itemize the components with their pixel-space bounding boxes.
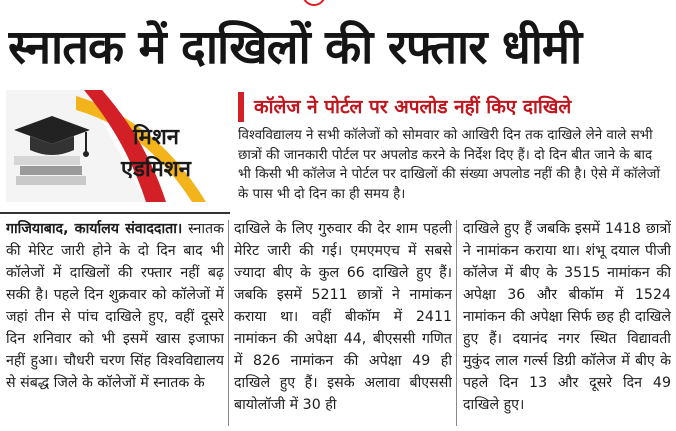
mission-admission-logo: [6, 90, 224, 202]
column-2-text: दाखिले के लिए गुरुवार की देर शाम पहली मेरिट जारी की गई। एमएमएच में सबसे ज्यादा बीए के कुल 66 दाखिले हुए हैं। जबकि इसमें 5211 छात्रों ने नामांकन कराया था। वहीं बीकॉम में 2411 नामांकन की अपेक्षा 44, बीएससी गणित में 826 नामांकन की अपेक्षा 49 ही दाखिले हुए हैं। इसके अलावा बीएससी बायोलॉजी में 30 ही: [234, 221, 452, 413]
decorative-red-arc: [302, 0, 326, 6]
column-1-text: स्नातक की मेरिट जारी होने के दो दिन बाद भी कॉलेजों में दाखिलों की रफ्तार नहीं बढ़ सकी है। पहले दिन शुक्रवार को कॉलेजों में जहां तीन से पांच दाखिले हुए, वहीं दूसरे दिन शनिवार को भी इसमें खास इजाफा नहीं हुआ। चौधरी चरण सिंह विश्वविद्यालय से संबद्ध जिले के कॉलेजों में स्नातक के: [6, 221, 224, 391]
logo-title: [94, 122, 218, 186]
intro-paragraph: विश्वविद्यालय ने सभी कॉलेजों को सोमवार को आखिरी दिन तक दाखिले लेने वाले सभी छात्रों की जानकारी पोर्टल पर अपलोड करने के निर्देश दिए हैं। दो दिन बीत जाने के बाद भी किसी भी कॉलेज ने पोर्टल पर दाखिलों की संख्या अपलोड नहीं की है। ऐसे में कॉलेजों के पास भी दो दिन का ही समय है।: [238, 128, 660, 202]
article-column-1: [6, 218, 224, 428]
logo-line-2: एडमिशन: [121, 157, 191, 182]
column-divider: [456, 220, 457, 426]
column-3-text: दाखिले हुए हैं जबकि इसमें 1418 छात्रों ने नामांकन कराया था। शंभू दयाल पीजी कॉलेज में बीए के 3515 नामांकन की अपेक्षा 36 और बीकॉम में 1524 नामांकन की अपेक्षा सिर्फ छह ही दाखिले हुए हैं। दयानंद नगर स्थित विद्यावती मुकुंद लाल गर्ल्स डिग्री कॉलेज में बीए के पहले दिन 13 और दूसरे दिन 49 दाखिले हुए।: [463, 221, 671, 413]
column-divider: [228, 220, 229, 426]
sub-headline: कॉलेज ने पोर्टल पर अपलोड नहीं किए दाखिले: [238, 92, 668, 122]
article-column-3: [463, 218, 671, 428]
byline: गाजियाबाद, कार्यालय संवाददाता।: [6, 221, 183, 237]
article-column-2: [234, 218, 452, 428]
headline: स्नातक में दाखिलों की रफ्तार धीमी: [8, 20, 582, 75]
logo-line-1: मिशन: [132, 125, 180, 150]
divider-line: [0, 212, 230, 214]
